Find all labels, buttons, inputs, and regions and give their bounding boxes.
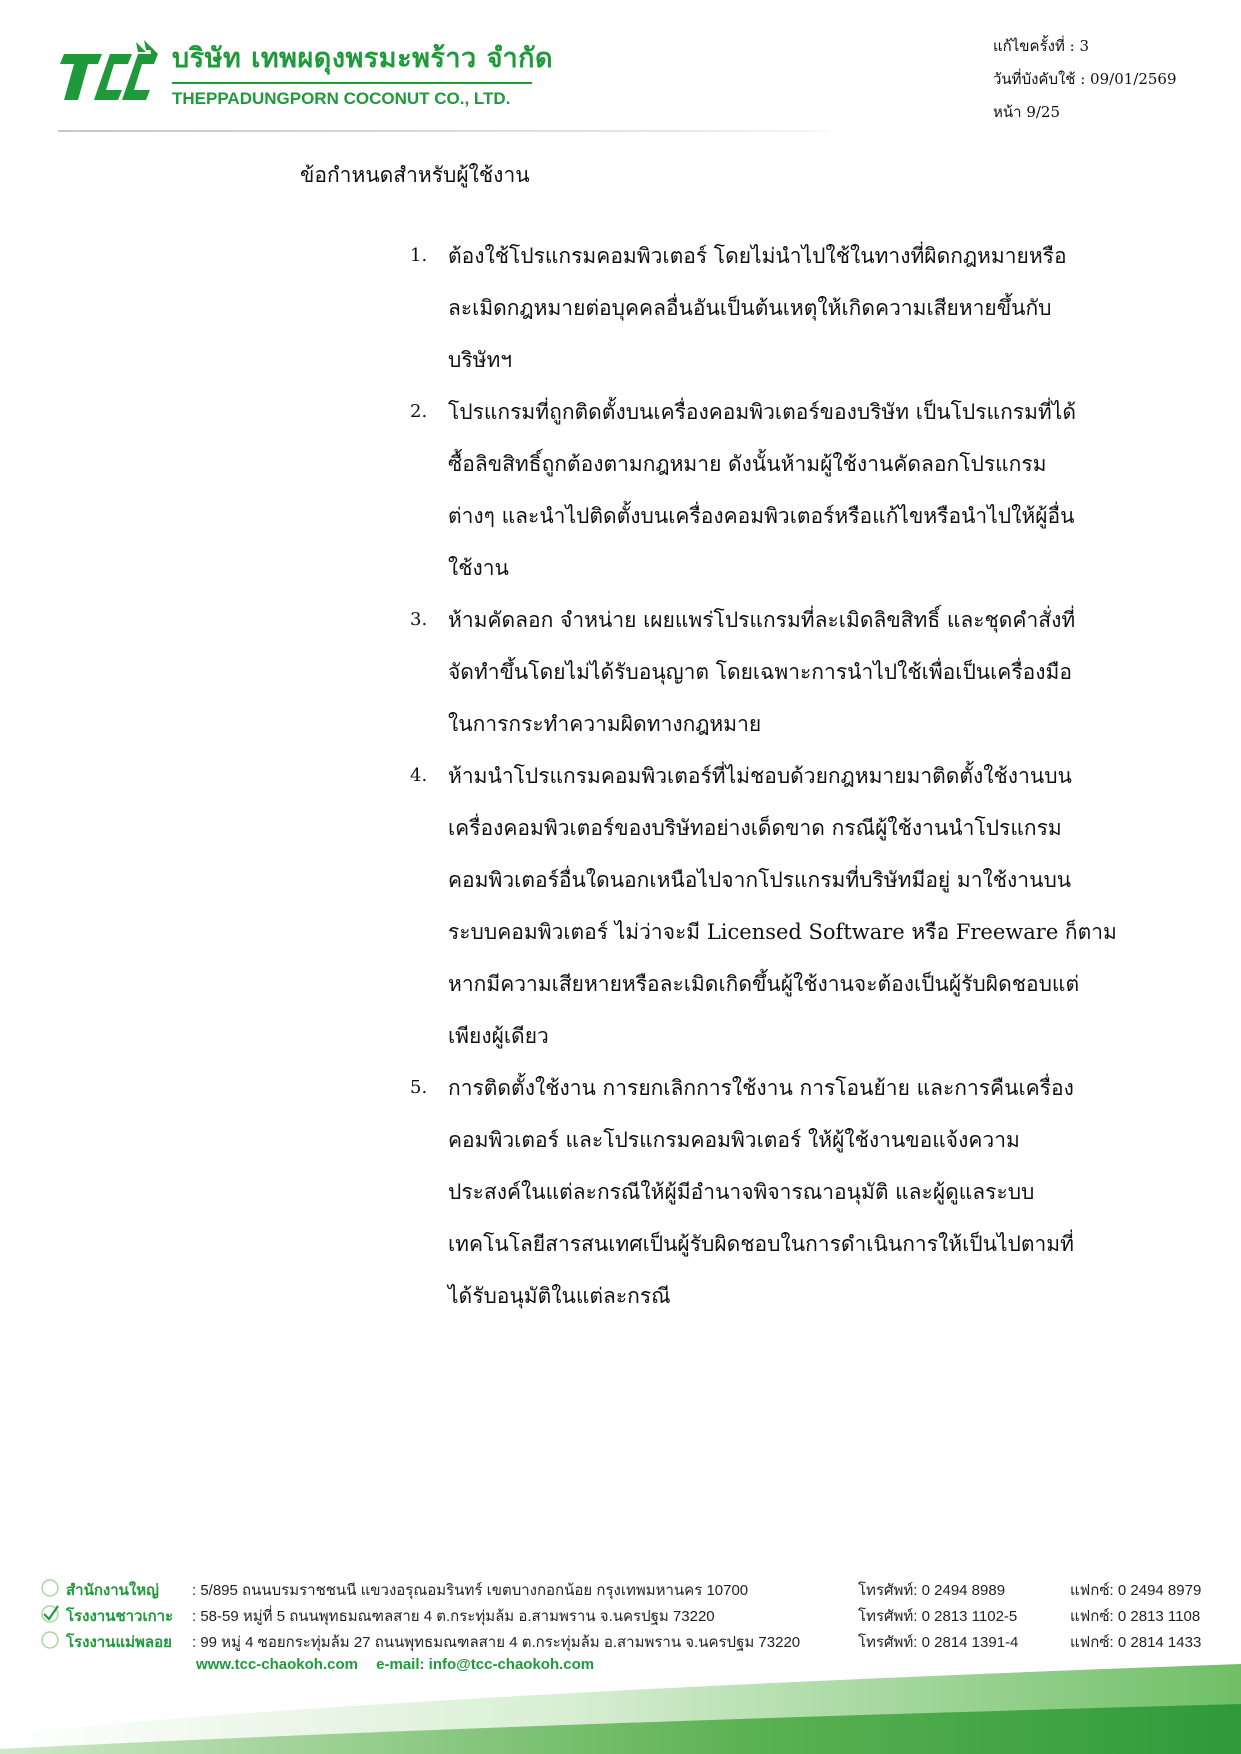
rule-number: 1. — [410, 245, 428, 266]
revision-number: แก้ไขครั้งที่ : 3 — [993, 37, 1089, 55]
rule-item — [410, 594, 1100, 750]
circle-icon — [40, 1578, 60, 1598]
rule-text-line: ได้รับอนุมัติในแต่ละกรณี — [448, 1284, 671, 1308]
location-phone: โทรศัพท์: 0 2814 1391-4 — [858, 1634, 1019, 1651]
location-address: : 58-59 หมู่ที่ 5 ถนนพุทธมณฑลสาย 4 ต.กระทุ่มล้ม อ.สามพราน จ.นครปฐม 73220 — [192, 1608, 715, 1625]
rule-item — [410, 386, 1100, 594]
rule-text-line: ห้ามคัดลอก จำหน่าย เผยแพร่โปรแกรมที่ละเมิดลิขสิทธิ์ และชุดคำสั่งที่ — [448, 608, 1076, 632]
circle-icon — [40, 1630, 60, 1650]
company-block — [172, 42, 553, 110]
location-fax: แฟกซ์: 0 2494 8979 — [1070, 1582, 1202, 1599]
email-link[interactable]: e-mail: info@tcc-chaokoh.com — [376, 1656, 595, 1673]
document-control-info — [993, 30, 1177, 129]
rule-text-line: คอมพิวเตอร์ และโปรแกรมคอมพิวเตอร์ ให้ผู้ใช้งานขอแจ้งความ — [448, 1128, 1020, 1152]
rule-text-line: เทคโนโลยีสารสนเทศเป็นผู้รับผิดชอบในการดำเนินการให้เป็นไปตามที่ — [448, 1232, 1074, 1256]
rule-number: 3. — [410, 609, 428, 630]
footer-location-row — [40, 1602, 1220, 1628]
location-address: : 99 หมู่ 4 ซอยกระทุ่มล้ม 27 ถนนพุทธมณฑลสาย 4 ต.กระทุ่มล้ม อ.สามพราน จ.นครปฐม 73220 — [192, 1634, 801, 1651]
rule-text-line: ห้ามนำโปรแกรมคอมพิวเตอร์ที่ไม่ชอบด้วยกฎหมายมาติดตั้งใช้งานบน — [448, 764, 1072, 788]
rule-text-line: ประสงค์ในแต่ละกรณีให้ผู้มีอำนาจพิจารณาอนุมัติ และผู้ดูแลระบบ — [448, 1180, 1035, 1204]
rule-text-line: ซื้อลิขสิทธิ์ถูกต้องตามกฎหมาย ดังนั้นห้ามผู้ใช้งานคัดลอกโปรแกรม — [448, 452, 1047, 476]
company-name-th: บริษัท เทพผดุงพรมะพร้าว จำกัด — [172, 43, 553, 74]
rule-text-line: เพียงผู้เดียว — [448, 1024, 549, 1048]
rule-item — [410, 750, 1117, 1062]
rule-item — [410, 230, 1100, 386]
location-address: : 5/895 ถนนบรมราชชนนี แขวงอรุณอมรินทร์ เขตบางกอกน้อย กรุงเทพมหานคร 10700 — [192, 1582, 749, 1599]
rule-text-line: ระบบคอมพิวเตอร์ ไม่ว่าจะมี Licensed Software หรือ Freeware ก็ตาม — [448, 920, 1117, 944]
rule-text-line: หากมีความเสียหายหรือละเมิดเกิดขึ้นผู้ใช้งานจะต้องเป็นผู้รับผิดชอบแต่ — [448, 972, 1080, 996]
rule-text-line: เครื่องคอมพิวเตอร์ของบริษัทอย่างเด็ดขาด กรณีผู้ใช้งานนำโปรแกรม — [448, 816, 1062, 840]
rule-text-line: คอมพิวเตอร์อื่นใดนอกเหนือไปจากโปรแกรมที่บริษัทมีอยู่ มาใช้งานบน — [448, 868, 1072, 892]
rule-text-line: ละเมิดกฎหมายต่อบุคคลอื่นอันเป็นต้นเหตุให้เกิดความเสียหายขึ้นกับ — [448, 296, 1052, 320]
rule-text-line: บริษัทฯ — [448, 348, 513, 372]
location-name: โรงงานชาวเกาะ — [66, 1608, 174, 1625]
rule-item — [410, 1062, 1100, 1322]
rule-number: 2. — [410, 401, 428, 422]
location-phone: โทรศัพท์: 0 2813 1102-5 — [858, 1608, 1018, 1625]
header-divider — [58, 130, 828, 132]
checkmark-icon — [40, 1604, 60, 1624]
rule-text-line: การติดตั้งใช้งาน การยกเลิกการใช้งาน การโอนย้าย และการคืนเครื่อง — [448, 1076, 1074, 1100]
rule-text-line: ใช้งาน — [448, 556, 509, 580]
footer-location-row — [40, 1576, 1220, 1602]
footer-location-row — [40, 1628, 1220, 1654]
user-rules-list — [410, 230, 1117, 1322]
location-phone: โทรศัพท์: 0 2494 8989 — [858, 1582, 1006, 1599]
rule-number: 5. — [410, 1077, 428, 1098]
page-number: หน้า 9/25 — [993, 103, 1061, 121]
rule-text-line: ต่างๆ และนำไปติดตั้งบนเครื่องคอมพิวเตอร์หรือแก้ไขหรือนำไปให้ผู้อื่น — [448, 504, 1075, 528]
tcc-logo — [58, 40, 158, 104]
rule-number: 4. — [410, 765, 428, 786]
footer-wave-decoration — [0, 1654, 1241, 1754]
website-link[interactable]: www.tcc-chaokoh.com — [196, 1656, 358, 1673]
location-fax: แฟกซ์: 0 2814 1433 — [1070, 1634, 1202, 1651]
rule-text-line: ในการกระทำความผิดทางกฎหมาย — [448, 712, 762, 736]
rule-text-line: ต้องใช้โปรแกรมคอมพิวเตอร์ โดยไม่นำไปใช้ในทางที่ผิดกฎหมายหรือ — [448, 244, 1067, 268]
section-title: ข้อกำหนดสำหรับผู้ใช้งาน — [300, 163, 530, 187]
rule-text-line: จัดทำขึ้นโดยไม่ได้รับอนุญาต โดยเฉพาะการนำไปใช้เพื่อเป็นเครื่องมือ — [448, 660, 1072, 684]
rule-text-line: โปรแกรมที่ถูกติดตั้งบนเครื่องคอมพิวเตอร์ของบริษัท เป็นโปรแกรมที่ได้ — [448, 400, 1076, 424]
location-name: สำนักงานใหญ่ — [66, 1582, 159, 1599]
company-name-en: THEPPADUNGPORN COCONUT CO., LTD. — [172, 82, 532, 110]
location-fax: แฟกซ์: 0 2813 1108 — [1070, 1608, 1201, 1625]
location-name: โรงงานแม่พลอย — [66, 1634, 172, 1651]
effective-date: วันที่บังคับใช้ : 09/01/2569 — [993, 70, 1177, 88]
